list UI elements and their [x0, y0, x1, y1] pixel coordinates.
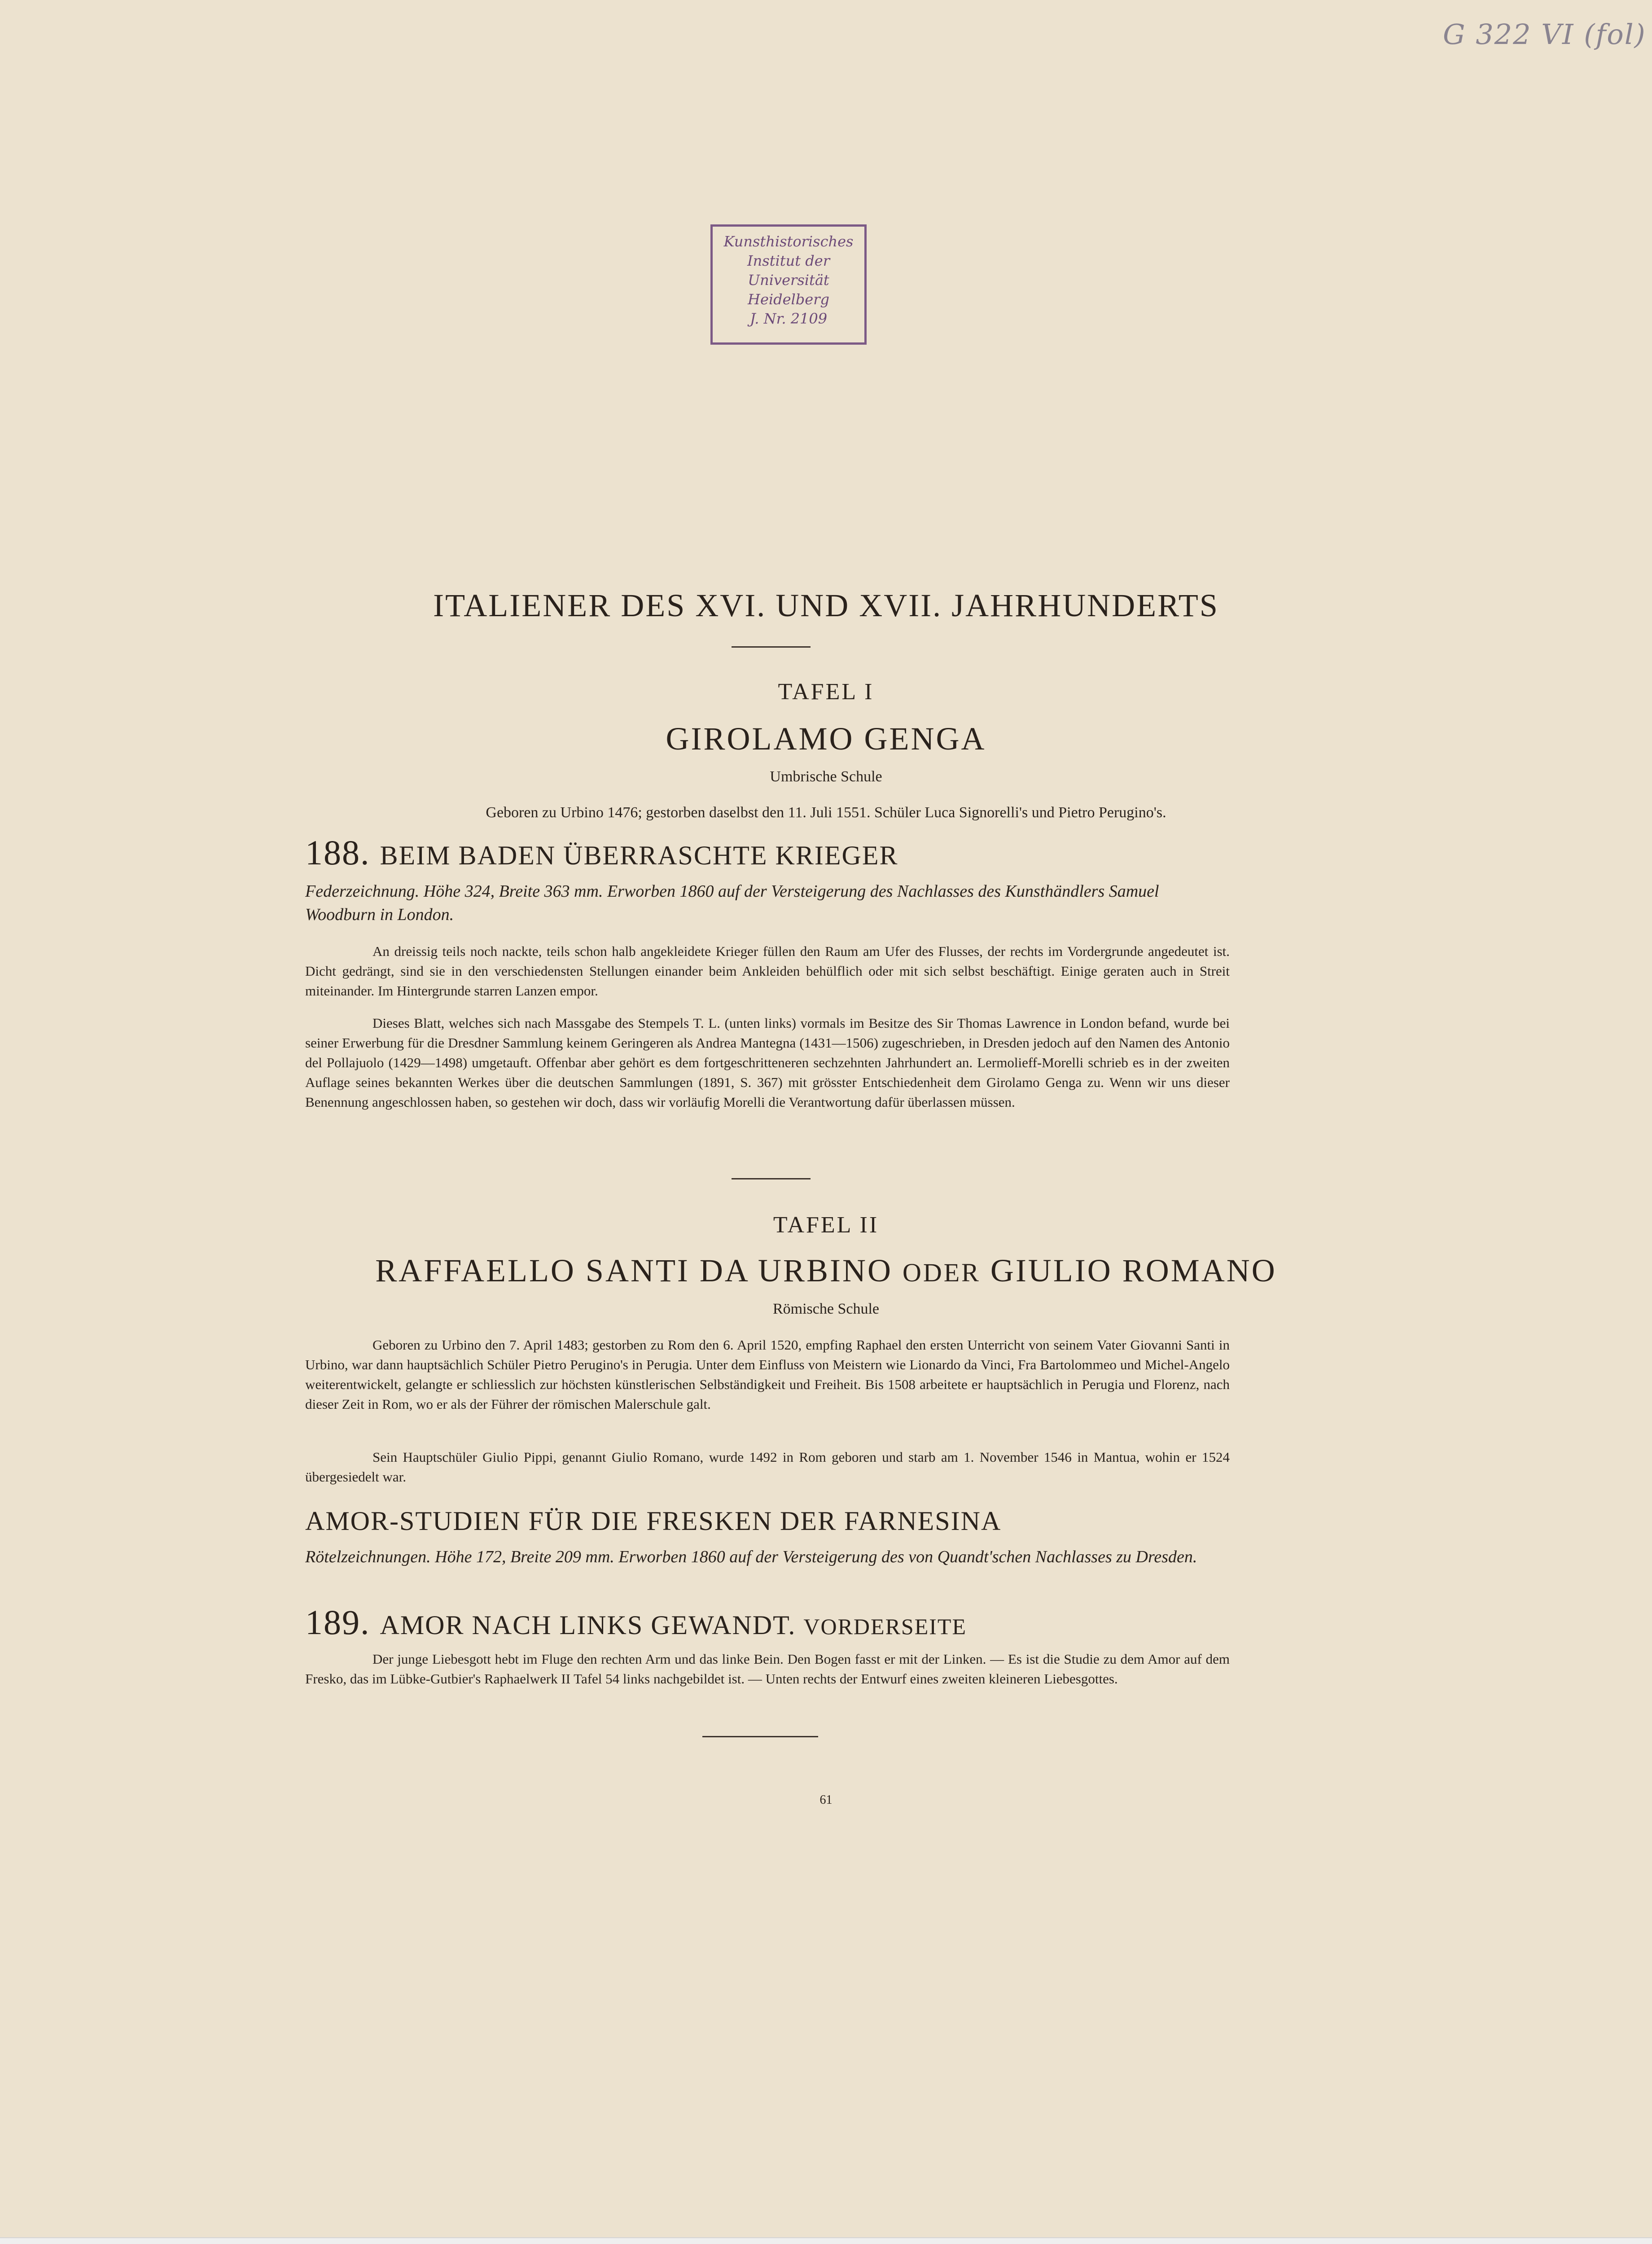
entry-number: 188.	[305, 833, 370, 872]
divider	[732, 646, 811, 648]
entry-188-paragraph: Dieses Blatt, welches sich nach Massgabe des Stempels T. L. (unten links) vormals im Besitze des Sir Thomas Lawrence in London befand, wurde bei seiner Erwerbung für die Dresdner Sammlung keinem Geringeren als Andrea Mantegna (1431—1506) zugeschrieben, in Dresden jedoch auf den Namen des Antonio del Pollajuolo (1429—1498) umgetauft. Offenbar aber gehört es dem fortgeschritteneren sechzehnten Jahrhundert an. Lermolieff-Morelli schrieb es in der zweiten Auflage seines bekannten Werkes über die deutschen Sammlungen (1891, S. 367) mit grösster Entschiedenheit dem Girolamo Genga zu. Wenn wir uns dieser Benennung angeschlossen haben, so gestehen wir doch, dass wir vorläufig Morelli die Verantwortung dafür überlassen müssen.	[305, 1015, 1230, 1110]
divider	[702, 1736, 818, 1737]
tafel-2-paragraph: Geboren zu Urbino den 7. April 1483; gestorben zu Rom den 6. April 1520, empfing Raphael den ersten Unterricht von seinem Vater Giovanni Santi in Urbino, war dann hauptsächlich Schüler Pietro Perugino's in Perugia. Unter dem Einfluss von Meistern wie Lionardo da Vinci, Fra Bartolommeo und Michel-Angelo weiterentwickelt, gelangte er schliesslich zur höchsten künstlerischen Selbständigkeit und Freiheit. Bis 1508 arbeitete er hauptsächlich in Perugia und Florenz, nach dieser Zeit in Rom, wo er als der Führer der römischen Malerschule galt.	[305, 1337, 1230, 1412]
entry-189-heading	[305, 1602, 1230, 1643]
tafel-2-paragraph: Sein Hauptschüler Giulio Pippi, genannt Giulio Romano, wurde 1492 in Rom geboren und starb am 1. November 1546 in Mantua, wohin er 1524 übergesiedelt war.	[305, 1449, 1230, 1485]
footer-bar	[0, 2237, 1652, 2244]
tafel-1-school: Umbrische Schule	[770, 768, 882, 785]
stamp-line: J. Nr. 2109	[749, 310, 828, 327]
artist-or: ODER	[902, 1258, 981, 1287]
page-title: ITALIENER DES XVI. UND XVII. JAHRHUNDERTS	[433, 587, 1219, 623]
tafel-2-artist	[0, 1252, 1652, 1289]
tafel-2-school: Römische Schule	[772, 1301, 880, 1317]
tafel-1-bio: Geboren zu Urbino 1476; gestorben daselbst den 11. Juli 1551. Schüler Luca Signorelli's und Pietro Perugino's.	[486, 804, 1166, 821]
stamp-line: Institut der	[747, 252, 830, 269]
divider	[732, 1178, 811, 1179]
page-number: 61	[819, 1793, 833, 1807]
stamp-line: Kunsthistorisches	[723, 233, 854, 250]
tafel-1-label: TAFEL I	[778, 679, 874, 705]
entry-188-meta: Federzeichnung. Höhe 324, Breite 363 mm. Erworben 1860 auf der Versteigerung des Nachlasses des Kunsthändlers Samuel Woodburn in London.	[305, 882, 1159, 924]
entry-189-text: Der junge Liebesgott hebt im Fluge den rechten Arm und das linke Bein. Den Bogen fasst er mit der Linken. — Es ist die Studie zu dem Amor auf dem Fresko, das im Lübke-Gutbier's Raphaelwerk II Tafel 54 links nachgebildet ist. — Unten rechts der Entwurf eines zweiten kleineren Liebesgottes.	[305, 1651, 1230, 1687]
entry-number: 189.	[305, 1603, 370, 1642]
tafel-2-label: TAFEL II	[773, 1212, 879, 1238]
shelfmark: G 322 VI (fol)	[1443, 18, 1646, 51]
stamp-line: Heidelberg	[748, 291, 829, 308]
entry-title: AMOR NACH LINKS GEWANDT.	[380, 1610, 796, 1640]
entry-188-heading	[305, 833, 1230, 873]
entry-subtitle: VORDERSEITE	[803, 1614, 967, 1639]
institute-stamp	[710, 224, 867, 345]
entry-188-paragraph: An dreissig teils noch nackte, teils schon halb angekleidete Krieger füllen den Raum am Ufer des Flusses, der rechts im Vordergrunde angedeutet ist. Dicht gedrängt, sind sie in den verschiedensten Stellungen einander beim Ankleiden behülflich oder mit sich selbst beschäftigt. Einige geraten auch in Streit miteinander. Im Hintergrunde starren Lanzen empor.	[305, 943, 1230, 999]
group-meta: Rötelzeichnungen. Höhe 172, Breite 209 mm. Erworben 1860 auf der Versteigerung des von Quandt'schen Nachlasses zu Dresden.	[305, 1547, 1197, 1566]
tafel-1-artist: GIROLAMO GENGA	[666, 721, 986, 757]
artist-name: GIULIO ROMANO	[990, 1253, 1277, 1289]
entry-title: BEIM BADEN ÜBERRASCHTE KRIEGER	[380, 841, 898, 870]
stamp-line: Universität	[748, 272, 829, 289]
artist-name: RAFFAELLO SANTI DA URBINO	[375, 1253, 893, 1289]
group-heading: AMOR-STUDIEN FÜR DIE FRESKEN DER FARNESINA	[305, 1506, 1002, 1536]
